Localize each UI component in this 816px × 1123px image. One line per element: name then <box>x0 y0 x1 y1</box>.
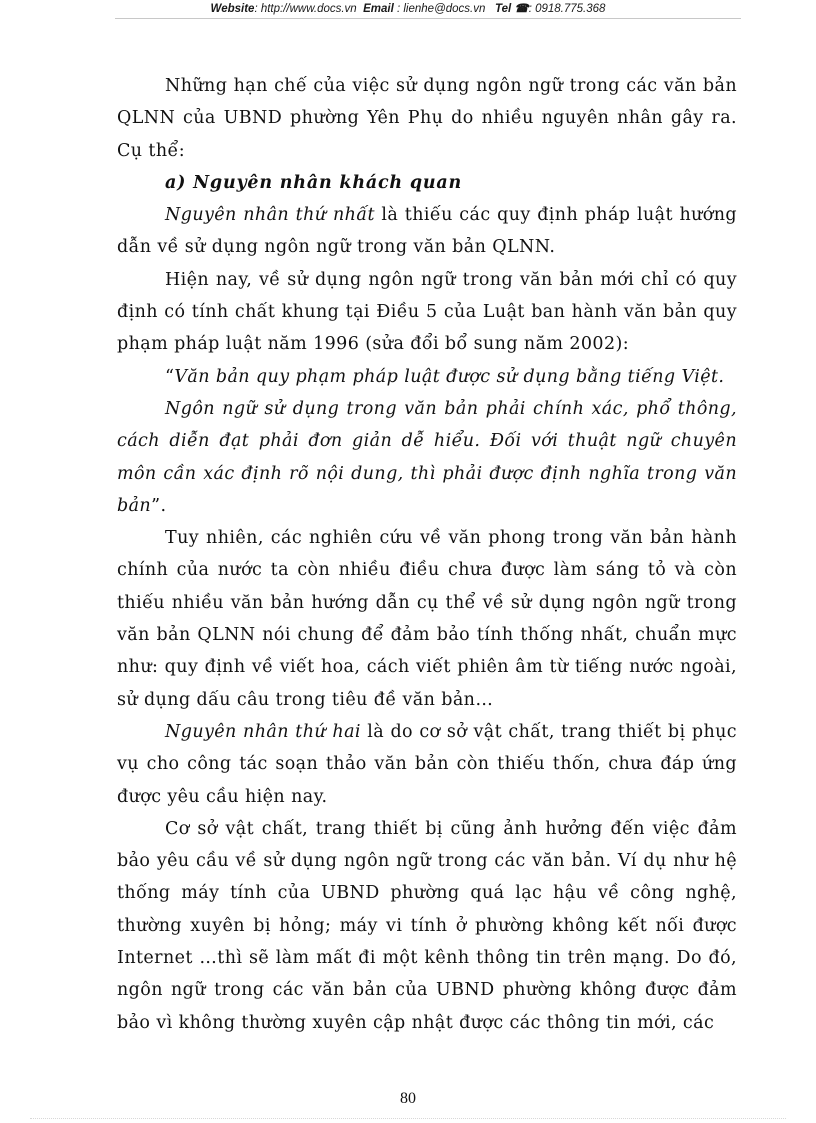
header-divider <box>115 18 741 19</box>
page-header <box>0 0 816 18</box>
quote-line-two-text: Ngôn ngữ sử dụng trong văn bản phải chính xác, phổ thông, cách diễn đạt phải đơn giản dễ hiểu. Đối với thuật ngữ chuyên môn cần xác định rõ nội dung, thì phải được định nghĩa trong văn bản <box>117 398 737 516</box>
tel-label: Tel <box>494 3 512 15</box>
document-body <box>117 70 737 1039</box>
website-label: Website <box>210 3 255 15</box>
paragraph-facilities: Cơ sở vật chất, trang thiết bị cũng ảnh hưởng đến việc đảm bảo yêu cầu về sử dụng ngôn ngữ trong các văn bản. Ví dụ như hệ thống máy tính của UBND phường quá lạc hậu về công nghệ, thường xuyên bị hỏng; máy vi tính ở phường không kết nối được Internet …thì sẽ làm mất đi một kênh thông tin trên mạng. Do đó, ngôn ngữ trong các văn bản của UBND phường không được đảm bảo vì không thường xuyên cập nhật được các thông tin mới, các <box>117 818 737 1033</box>
quote-close-mark: ”. <box>151 495 167 516</box>
section-heading-text: a) Nguyên nhân khách quan <box>165 172 463 193</box>
cause-two-text: là do cơ sở vật chất, trang thiết bị phục vụ cho công tác soạn thảo văn bản còn thiếu thốn, chưa đáp ứng được yêu cầu hiện nay. <box>117 721 738 807</box>
page-number: 80 <box>400 1090 416 1107</box>
quote-open-mark: “ <box>165 366 175 387</box>
paragraph-however: Tuy nhiên, các nghiên cứu về văn phong trong văn bản hành chính của nước ta còn nhiều điều chưa được làm sáng tỏ và còn thiếu nhiều văn bản hướng dẫn cụ thể về sử dụng ngôn ngữ trong văn bản QLNN nói chung để đảm bảo tính thống nhất, chuẩn mực như: quy định về viết hoa, cách viết phiên âm từ tiếng nước ngoài, sử dụng dấu câu trong tiêu đề văn bản… <box>117 528 737 710</box>
cause-two-lead: Nguyên nhân thứ hai <box>165 721 361 742</box>
paragraph-cause-two <box>117 716 737 813</box>
paragraph-current-law: Hiện nay, về sử dụng ngôn ngữ trong văn bản mới chỉ có quy định có tính chất khung tại Điều 5 của Luật ban hành văn bản quy phạm pháp luật năm 1996 (sửa đổi bổ sung năm 2002): <box>117 269 737 355</box>
cause-one-lead: Nguyên nhân thứ nhất <box>165 205 375 226</box>
phone-icon: ☎ <box>514 3 529 15</box>
quote-line-one-text: Văn bản quy phạm pháp luật được sử dụng bằng tiếng Việt. <box>174 366 725 387</box>
paragraph-intro: Những hạn chế của việc sử dụng ngôn ngữ trong các văn bản QLNN của UBND phường Yên Phụ do nhiều nguyên nhân gây ra. Cụ thể: <box>117 76 737 161</box>
email-label: Email <box>363 3 394 15</box>
quote-line-one <box>117 361 737 393</box>
cause-one-text: là thiếu các quy định pháp luật hướng dẫn về sử dụng ngôn ngữ trong văn bản QLNN. <box>117 205 737 258</box>
quote-line-two <box>117 393 737 522</box>
paragraph-cause-one <box>117 199 737 264</box>
website-value: : http://www.docs.vn <box>254 3 357 15</box>
email-value: : lienhe@docs.vn <box>396 3 486 15</box>
tel-value: : 0918.775.368 <box>528 3 606 15</box>
section-heading <box>117 167 737 199</box>
footer-divider <box>30 1118 786 1119</box>
